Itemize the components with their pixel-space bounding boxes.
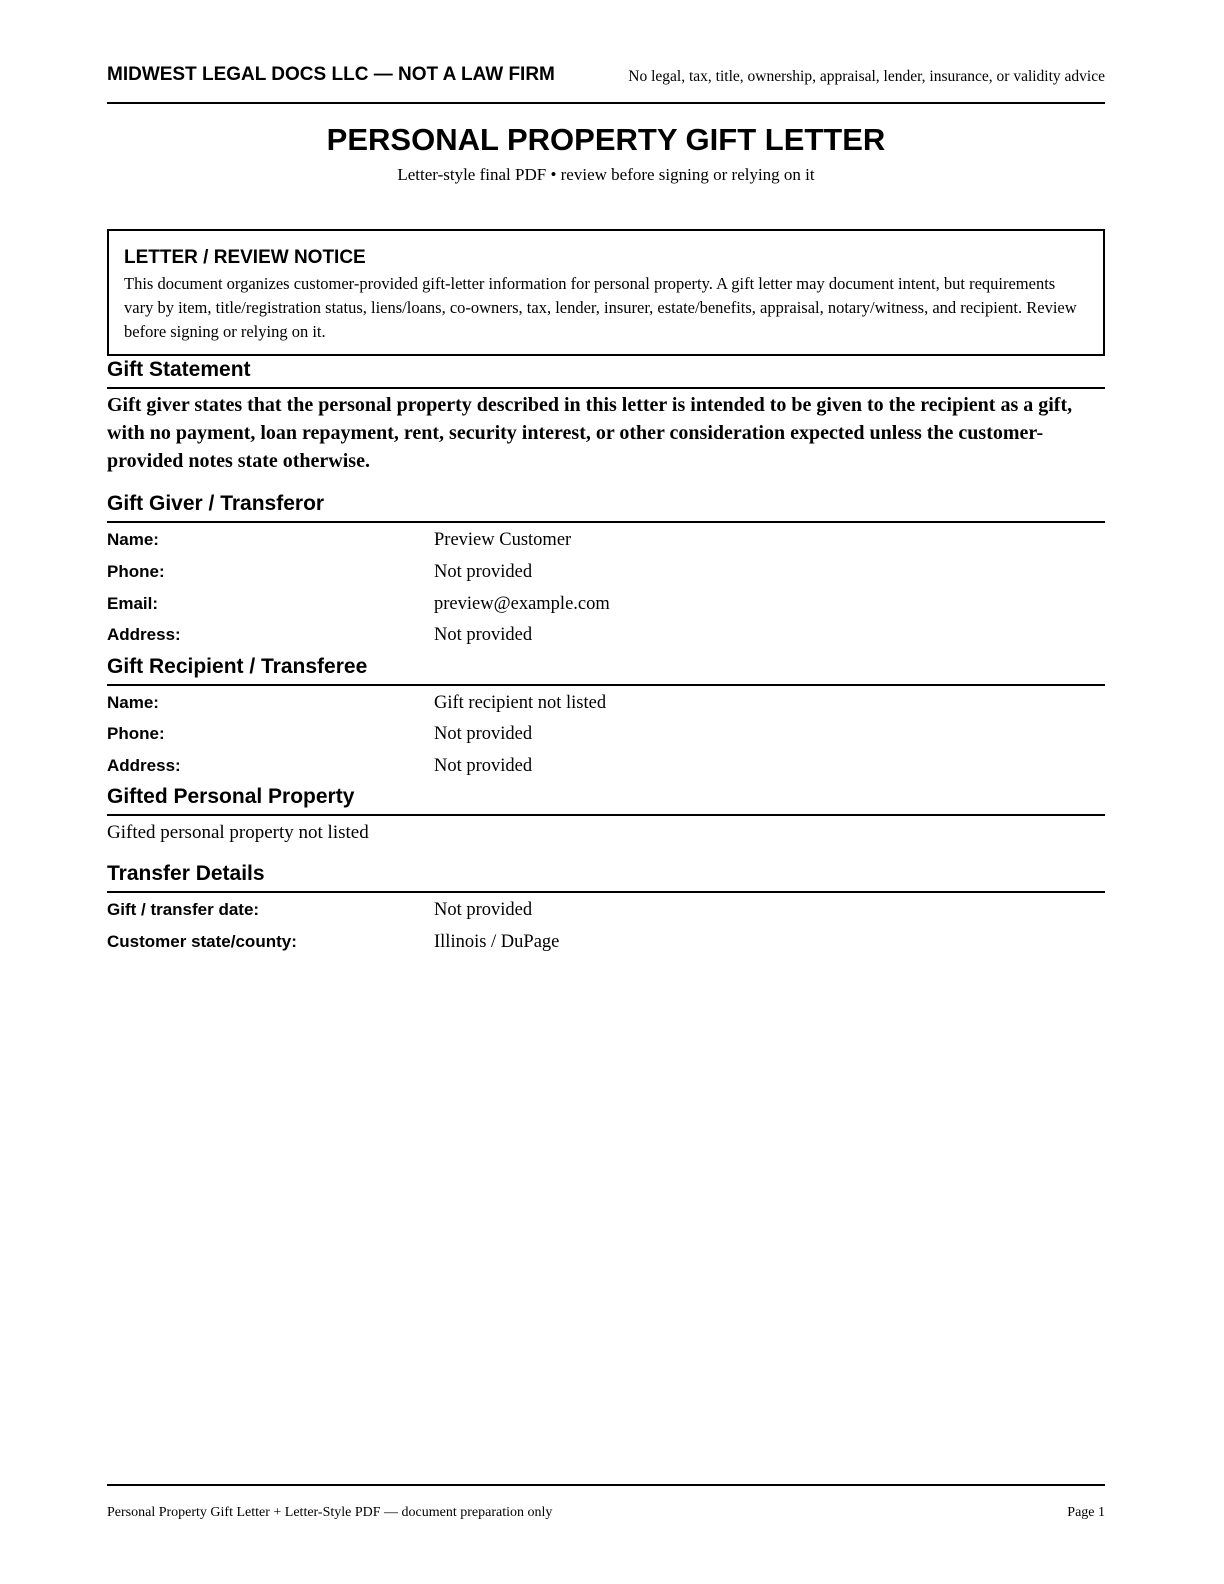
field-label: Customer state/county: (107, 932, 297, 951)
field-label: Address: (107, 756, 181, 775)
recipient-name-row (107, 689, 1105, 717)
page-header (107, 62, 1105, 104)
review-notice-body: This document organizes customer-provided gift-letter information for personal property. A gift letter may document intent, but requirements vary by item, title/registration status, liens/loans, co-owners, tax, lender, insurer, estate/benefits, appraisal, notary/witness, and recipient. Review before signing or relying on it. (124, 274, 1077, 341)
section-heading-transfer-details: Transfer Details (107, 859, 1105, 893)
review-notice-box (107, 229, 1105, 356)
field-value: Not provided (434, 724, 533, 744)
section-heading-gift-giver: Gift Giver / Transferor (107, 489, 1105, 523)
section-heading-gifted-property: Gifted Personal Property (107, 782, 1105, 816)
company-brand: MIDWEST LEGAL DOCS LLC — NOT A LAW FIRM (107, 64, 555, 85)
field-value: Not provided (434, 562, 533, 582)
field-value: Not provided (434, 756, 533, 776)
page-number: Page 1 (1067, 1505, 1105, 1520)
field-label: Phone: (107, 562, 165, 581)
section-heading-gift-statement: Gift Statement (107, 355, 1105, 389)
gift-statement-text: Gift giver states that the personal property described in this letter is intended to be given to the recipient as a gift, with no payment, loan repayment, rent, security interest, or other consideration expected unless the customer-provided notes state otherwise. (107, 394, 1073, 472)
review-notice-title: LETTER / REVIEW NOTICE (124, 247, 366, 268)
gifted-property-text: Gifted personal property not listed (107, 822, 369, 843)
customer-state-county-row (107, 928, 1105, 956)
giver-address-row (107, 621, 1105, 649)
page-footer (107, 1484, 1105, 1522)
document-title: PERSONAL PROPERTY GIFT LETTER (326, 122, 886, 157)
section-heading-gift-recipient: Gift Recipient / Transferee (107, 652, 1105, 686)
transfer-date-row (107, 896, 1105, 924)
recipient-phone-row (107, 720, 1105, 748)
field-value: Gift recipient not listed (434, 693, 607, 713)
document-subtitle: Letter-style final PDF • review before signing or relying on it (397, 165, 815, 184)
field-value: Not provided (434, 900, 533, 920)
giver-email-row (107, 590, 1105, 618)
field-label: Name: (107, 693, 159, 712)
field-value: Illinois / DuPage (434, 932, 560, 952)
field-label: Email: (107, 594, 159, 613)
giver-phone-row (107, 558, 1105, 586)
field-value: Not provided (434, 625, 533, 645)
field-value: preview@example.com (434, 594, 610, 614)
header-disclaimer: No legal, tax, title, ownership, appraisal, lender, insurance, or validity advice (628, 68, 1105, 85)
field-label: Gift / transfer date: (107, 900, 260, 919)
field-value: Preview Customer (434, 530, 572, 550)
footer-document-label: Personal Property Gift Letter + Letter-Style PDF — document preparation only (107, 1505, 553, 1520)
recipient-address-row (107, 752, 1105, 780)
field-label: Phone: (107, 724, 165, 743)
document-page (107, 0, 1105, 1584)
field-label: Address: (107, 625, 181, 644)
field-label: Name: (107, 530, 159, 549)
giver-name-row (107, 526, 1105, 554)
